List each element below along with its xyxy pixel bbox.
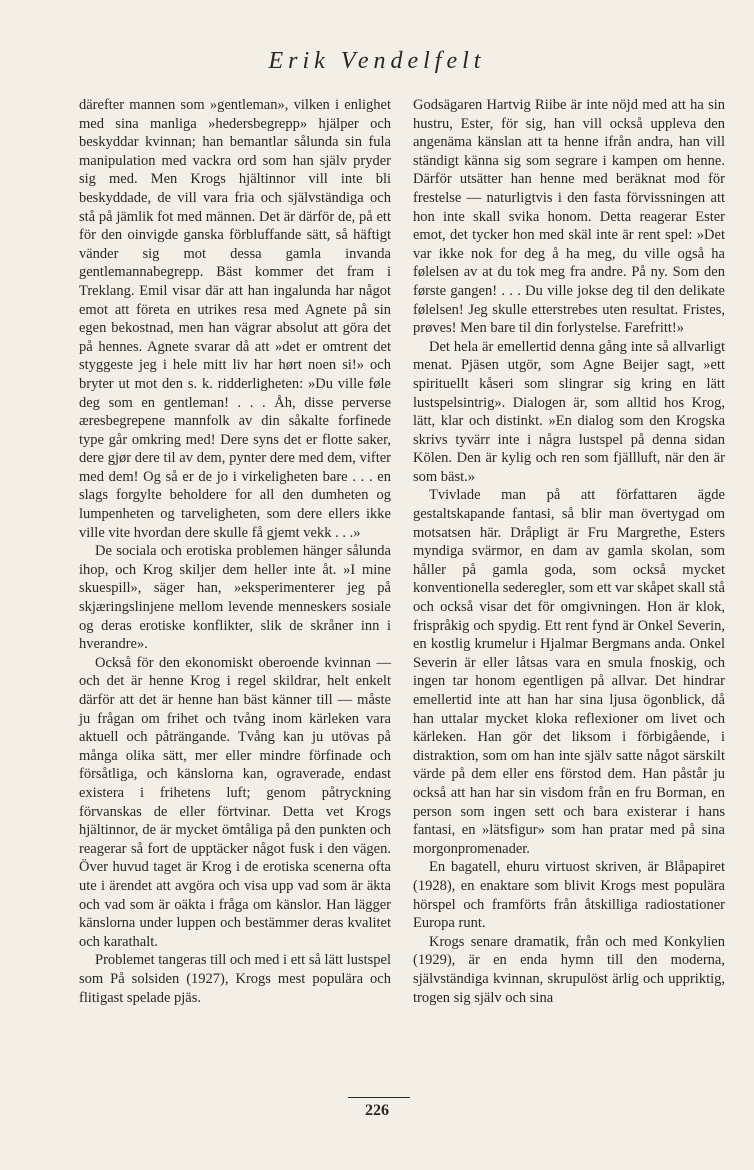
- paragraph: Också för den ekonomiskt oberoende kvinnan — och det är henne Krog i regel skildrar, helt enkelt därför att det är henne han bäst känner till — måste ju frågan om frihet och tvång inom kärleken vara aktuell och påträngande. Tvång kan ju utövas på många olika sätt, mer eller mindre förfinade och försåtliga, och känslorna kan, ograverade, endast existera i frihetens luft; genom påtryckning förvanskas de eller förtvinar. Detta vet Krogs hjältinnor, de är mycket ömtåliga på den punkten och reagerar så fort de upptäcker något fusk i den vägen. Över huvud taget är Krog i de erotiska scenerna ofta ute i ärendet att avgöra och visa upp vad som är äkta och vad som är oäkta i fråga om känslor. Han lägger känslorna under luppen och bestämmer deras kvalitet och karathalt.: [79, 654, 391, 950]
- paragraph: Problemet tangeras till och med i ett så lätt lustspel som På solsiden (1927), Krogs mest populära och flitigast spelade pjäs.: [79, 952, 391, 1006]
- page-number-rule: [348, 1097, 410, 1098]
- page-number: 226: [365, 1102, 389, 1119]
- paragraph: De sociala och erotiska problemen hänger sålunda ihop, och Krog skiljer dem heller inte åt. »I mine skuespill», säger han, »eksperimenterer jeg på skjæringslinjene mellom levende menneskers sosiale og deras erotiske konflikter, slik de skråner inn i hverandre».: [79, 543, 391, 653]
- paragraph: Godsägaren Hartvig Riibe är inte nöjd med att ha sin hustru, Ester, för sig, han vill också uppleva den angenäma känslan att ta henne ifrån andra, han vill ständigt känna sig som segrare i kampen om henne. Därför utsätter han henne med beräknat mod för frestelse — naturligtvis i den fasta förvissningen att hon inte skall svika honom. Detta reagerar Ester emot, det tycker hon med skäl inte är rent spel: »Det var ikke nok for deg å ha meg, du ville også ha følelsen av at du tok meg fra andre. På ny. Som den første gangen! . . . Du ville jokse deg til den delikate følelsen! Jeg skulle etterstrebes uten resultat. Fristes, prøves! Men bare til din forlystelse. Farefritt!»: [413, 97, 725, 337]
- paragraph: Krogs senare dramatik, från och med Konkylien (1929), är en enda hymn till den moderna, självständiga kvinnan, skrupulöst ärlig och uppriktig, trogen sig själv och sina: [413, 933, 725, 1006]
- left-column: [79, 96, 391, 1007]
- running-head: Erik Vendelfelt: [268, 48, 486, 74]
- paragraph: Det hela är emellertid denna gång inte så allvarligt menat. Pjäsen utgör, som Agne Beijer sagt, »ett spirituellt kåseri som slingrar sig kring en lätt lustspelsintrig». Dialogen är, som alltid hos Krog, lätt, klar och distinkt. »En dialog som den Krogska skrivs tyvärr inte i några lustspel på denna sidan Kölen. Den är kylig och ren som fjällluft, när den är som bäst.»: [413, 338, 725, 485]
- right-column: [413, 96, 725, 1007]
- paragraph: En bagatell, ehuru virtuost skriven, är Blåpapiret (1928), en enaktare som blivit Krogs mest populära hörspel och framförts från åtskilliga radiostationer Europa runt.: [413, 859, 725, 932]
- paragraph: Tvivlade man på att författaren ägde gestaltskapande fantasi, så blir man övertygad om motsatsen här. Dråpligt är Fru Margrethe, Esters myndiga svärmor, en dam av gamla skolan, som håller på gamla goda, som också mycket konventionella sederegler, som ett var skåpet skall stå och också visar det för omgivningen. Hon är klok, frispråkig och spydig. Ett rent fynd är Onkel Severin, en kostlig krumelur i Hjalmar Bergmans anda. Onkel Severin är eller låtsas vara en smula fnoskig, och ingen tar honom egentligen på allvar. Det hindrar emellertid inte att han har sina ljusa ögonblick, då han uttalar mycket kloka reflexioner om livet och kärleken. Han gör det liksom i förbigående, i distraktion, som om han inte själv satte något särskilt värde på dem eller ens förstod dem. Han påstår ju också att han har sin visdom från en fru Borman, en person som ingen sett och bara existerar i hans fantasi, en »lätsfigur» som han pratar med på sina morgonpromenader.: [413, 487, 725, 857]
- paragraph: därefter mannen som »gentleman», vilken i enlighet med sina manliga »hedersbegrepp» hjälper och beskyddar kvinnan; han bemantlar sålunda sin fula manipulation med vackra ord som han själv pryder sig med. Men Krogs hjältinnor vill inte bli beskyddade, de vill vara fria och självständiga och stå på jämlik fot med männen. Det är därför de, på ett för den oinvigde ganska förbluffande sätt, så häftigt vänder sig mot dessa gamla invanda gentlemannabegrepp. Bäst kommer det fram i Treklang. Emil visar där att han ingalunda har något emot att företa en utrikes resa med Agnete på sin egen bekostnad, men han vägrar absolut att göra det på hennes. Agnete svarar då att »det er omtrent det styggeste jeg i hele mitt liv har hørt noen si!» och bryter ut mot den s. k. ridderligheten: »Du ville føle deg som en gentleman! . . . Åh, disse perverse æresbegrepene mannfolk av din såkalte forfinede type går omkring med! Dere syns det er flotte saker, dere gjør dere til av dem, pynter dere med dem, vifter med dem! Og så er de jo i virkeligheten bare . . . en slags forgylte beholdere for all den dumheten og lumpenheten og tarveligheten, som dere ellers ikke ville vite hvordan dere skulle få gjemt vekk . . .»: [79, 97, 391, 541]
